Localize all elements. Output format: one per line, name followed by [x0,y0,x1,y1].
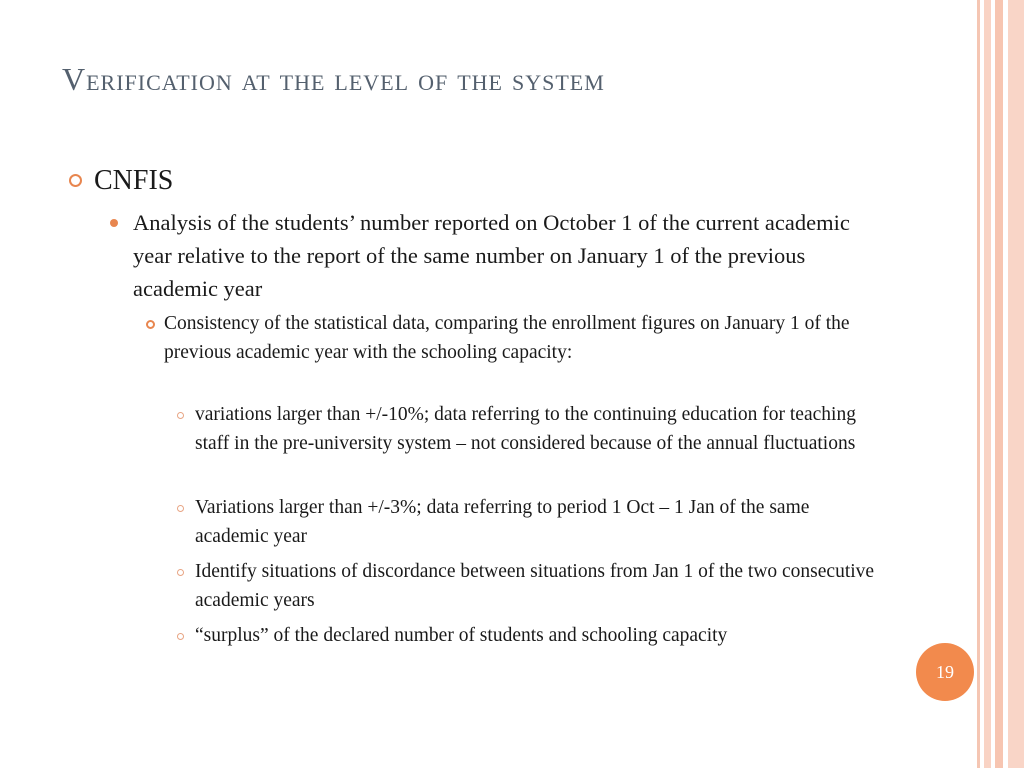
bullet-text: Identify situations of discordance between situations from Jan 1 of the two consecutive academic years [195,561,875,611]
bullet-level4 [195,400,885,458]
dot-bullet-icon [110,219,118,227]
bullet-level3 [164,309,864,367]
bullet-level1 [94,164,173,198]
ring-bullet-icon [177,569,184,576]
ring-bullet-icon [69,174,82,187]
bullet-text: Consistency of the statistical data, comparing the enrollment figures on January 1 of the previous academic year with the schooling capacity: [164,313,850,363]
decorative-stripe [995,0,1003,768]
bullet-text: variations larger than +/-10%; data referring to the continuing education for teaching staff in the pre-university system – not considered because of the annual fluctuations [195,404,856,454]
bullet-text: CNFIS [94,165,174,196]
decorative-stripe [977,0,980,768]
page-number-badge: 19 [916,643,974,701]
bullet-level4 [195,557,885,615]
ring-bullet-icon [146,320,155,329]
bullet-text: Variations larger than +/-3%; data referring to period 1 Oct – 1 Jan of the same academic year [195,497,810,547]
bullet-text: Analysis of the students’ number reported on October 1 of the current academic year relative to the report of the same number on January 1 of the previous academic year [133,210,850,301]
bullet-text: “surplus” of the declared number of students and schooling capacity [195,625,728,646]
bullet-level4 [195,621,885,650]
ring-bullet-icon [177,633,184,640]
ring-bullet-icon [177,412,184,419]
decorative-stripe [984,0,991,768]
slide-title: Verification at the level of the system [62,61,605,97]
bullet-level4 [195,493,885,551]
decorative-stripe [1008,0,1024,768]
bullet-level2 [133,206,873,305]
ring-bullet-icon [177,505,184,512]
